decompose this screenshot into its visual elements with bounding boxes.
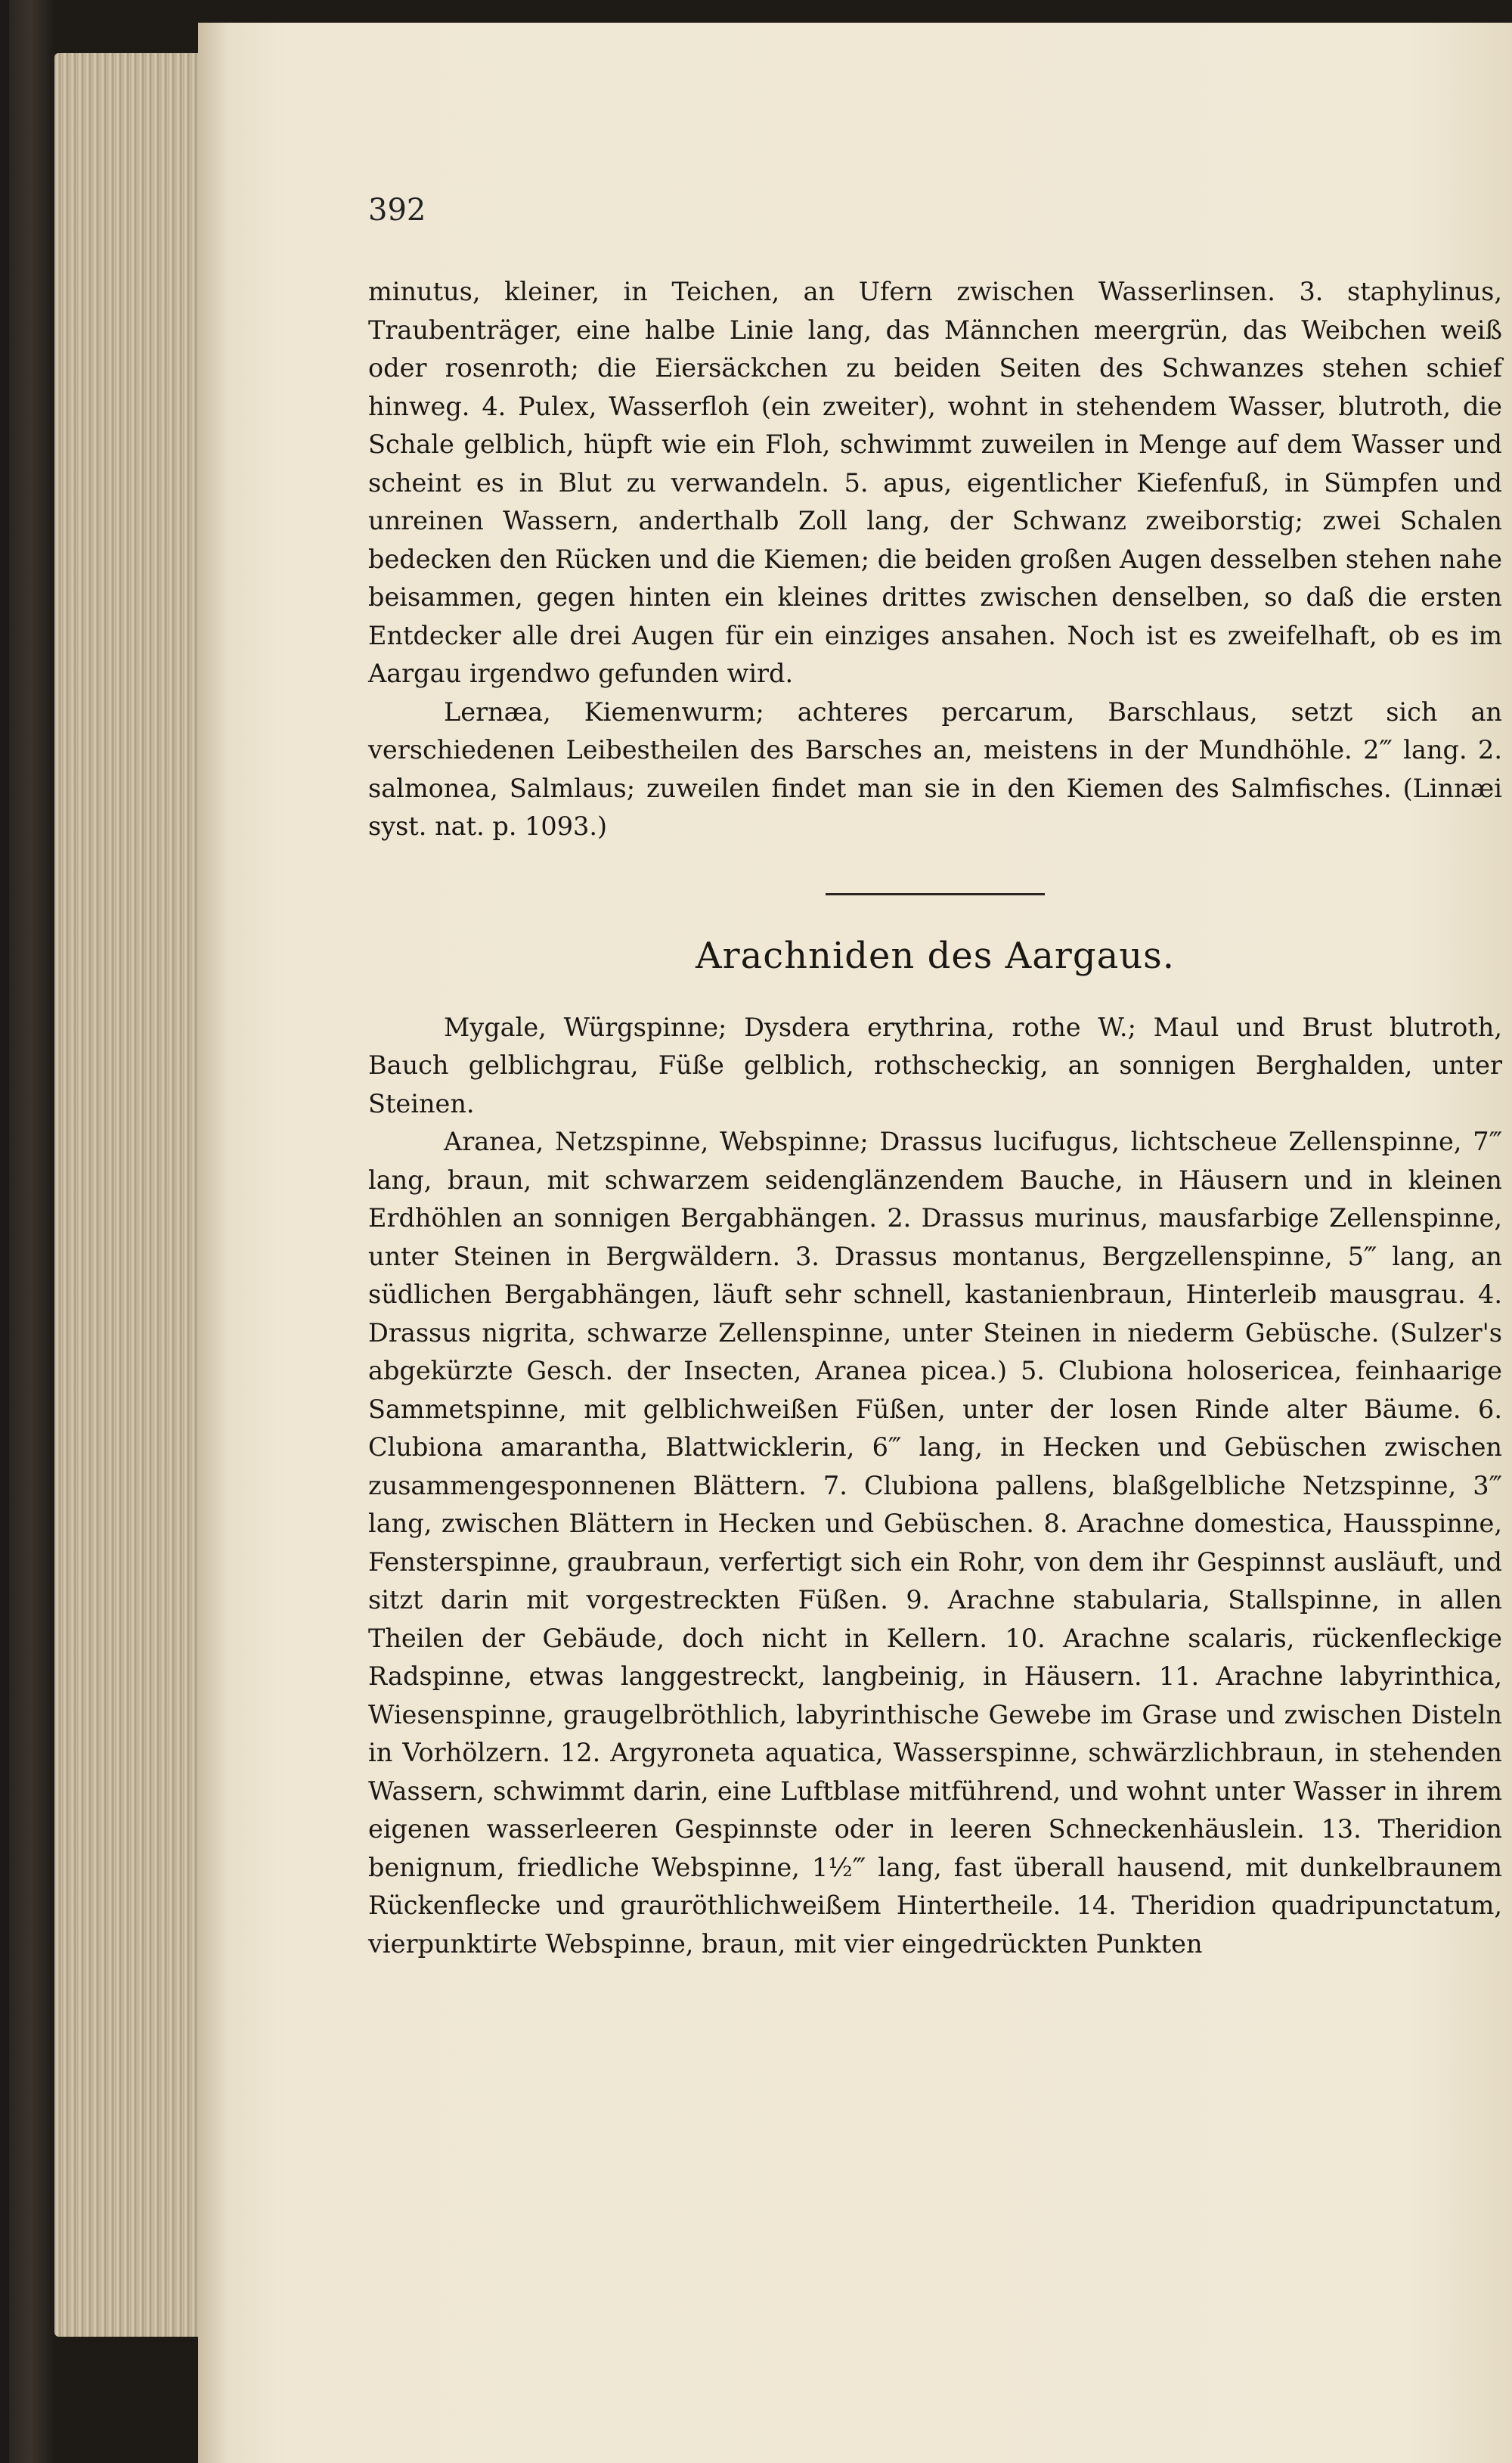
page: [198, 23, 1512, 2463]
paragraph-aranea: Aranea, Netzspinne, Webspinne; Drassus lucifugus, lichtscheue Zellenspinne, 7‴ lang, braun, mit schwarzem seidenglänzendem Bauche, in Häusern und in kleinen Erdhöhlen an sonnigen Bergabhängen. 2. Drassus murinus, mausfarbige Zellenspinne, unter Steinen in Bergwäldern. 3. Drassus montanus, Bergzellenspinne, 5‴ lang, an südlichen Bergabhängen, läuft sehr schnell, kastanienbraun, Hinterleib mausgrau. 4. Drassus nigrita, schwarze Zellenspinne, unter Steinen in niederm Gebüsche. (Sulzer's abgekürzte Gesch. der Insecten, Aranea picea.) 5. Clubiona holosericea, feinhaarige Sammetspinne, mit gelblichweißen Füßen, unter der losen Rinde alter Bäume. 6. Clubiona amarantha, Blattwicklerin, 6‴ lang, in Hecken und Gebüschen zwischen zusammengesponnenen Blättern. 7. Clubiona pallens, blaßgelbliche Netzspinne, 3‴ lang, zwischen Blättern in Hecken und Gebüschen. 8. Arachne domestica, Hausspinne, Fensterspinne, graubraun, verfertigt sich ein Rohr, von dem ihr Gespinnst ausläuft, und sitzt darin mit vorgestreckten Füßen. 9. Arachne stabularia, Stallspinne, in allen Theilen der Gebäude, doch nicht in Kellern. 10. Arachne scalaris, rückenfleckige Radspinne, etwas langgestreckt, langbeinig, in Häusern. 11. Arachne labyrinthica, Wiesenspinne, graugelbröthlich, labyrinthische Gewebe im Grase und zwischen Disteln in Vorhölzern. 12. Argyroneta aquatica, Wasserspinne, schwärzlichbraun, in stehenden Wassern, schwimmt darin, eine Luftblase mitführend, und wohnt unter Wasser in ihrem eigenen wasserleeren Gespinnste oder in leeren Schneckenhäuslein. 13. Theridion benignum, friedliche Webspinne, 1½‴ lang, fast überall hausend, mit dunkelbraunem Rückenflecke und grauröthlichweißem Hintertheile. 14. Theridion quadripunctatum, vierpunktirte Webspinne, braun, mit vier eingedrückten Punkten: [368, 1127, 1502, 1959]
paragraph-mygale: Mygale, Würgspinne; Dysdera erythrina, rothe W.; Maul und Brust blutroth, Bauch gelblichgrau, Füße gelblich, rothscheckig, an sonnigen Berghalden, unter Steinen.: [368, 1012, 1502, 1118]
paragraph-lernaea: Lernæa, Kiemenwurm; achteres percarum, Barschlaus, setzt sich an verschiedenen Leibestheilen des Barsches an, meistens in der Mundhöhle. 2‴ lang. 2. salmonea, Salmlaus; zuweilen findet man sie in den Kiemen des Salmfisches. (Linnæi syst. nat. p. 1093.): [368, 696, 1502, 841]
paragraph-crustacea-cont: minutus, kleiner, in Teichen, an Ufern zwischen Wasserlinsen. 3. staphylinus, Traubenträger, eine halbe Linie lang, das Männchen meergrün, das Weibchen weiß oder rosenroth; die Eiersäckchen zu beiden Seiten des Schwanzes stehen schief hinweg. 4. Pulex, Wasserfloh (ein zweiter), wohnt in stehendem Wasser, blutroth, die Schale gelblich, hüpft wie ein Floh, schwimmt zuweilen in Menge auf dem Wasser und scheint es in Blut zu verwandeln. 5. apus, eigentlicher Kiefenfuß, in Sümpfen und unreinen Wassern, anderthalb Zoll lang, der Schwanz zweiborstig; zwei Schalen bedecken den Rücken und die Kiemen; die beiden großen Augen desselben stehen nahe beisammen, gegen hinten ein kleines drittes zwischen denselben, so daß die ersten Entdecker alle drei Augen für ein einziges ansahen. Noch ist es zweifelhaft, ob es im Aargau irgendwo gefunden wird.: [368, 277, 1502, 688]
book-spread: [9, 0, 1512, 2463]
page-number: 392: [368, 193, 426, 228]
page-content: [368, 193, 1502, 1963]
section-divider: [826, 893, 1045, 895]
section-heading: Arachniden des Aargaus.: [696, 934, 1175, 977]
